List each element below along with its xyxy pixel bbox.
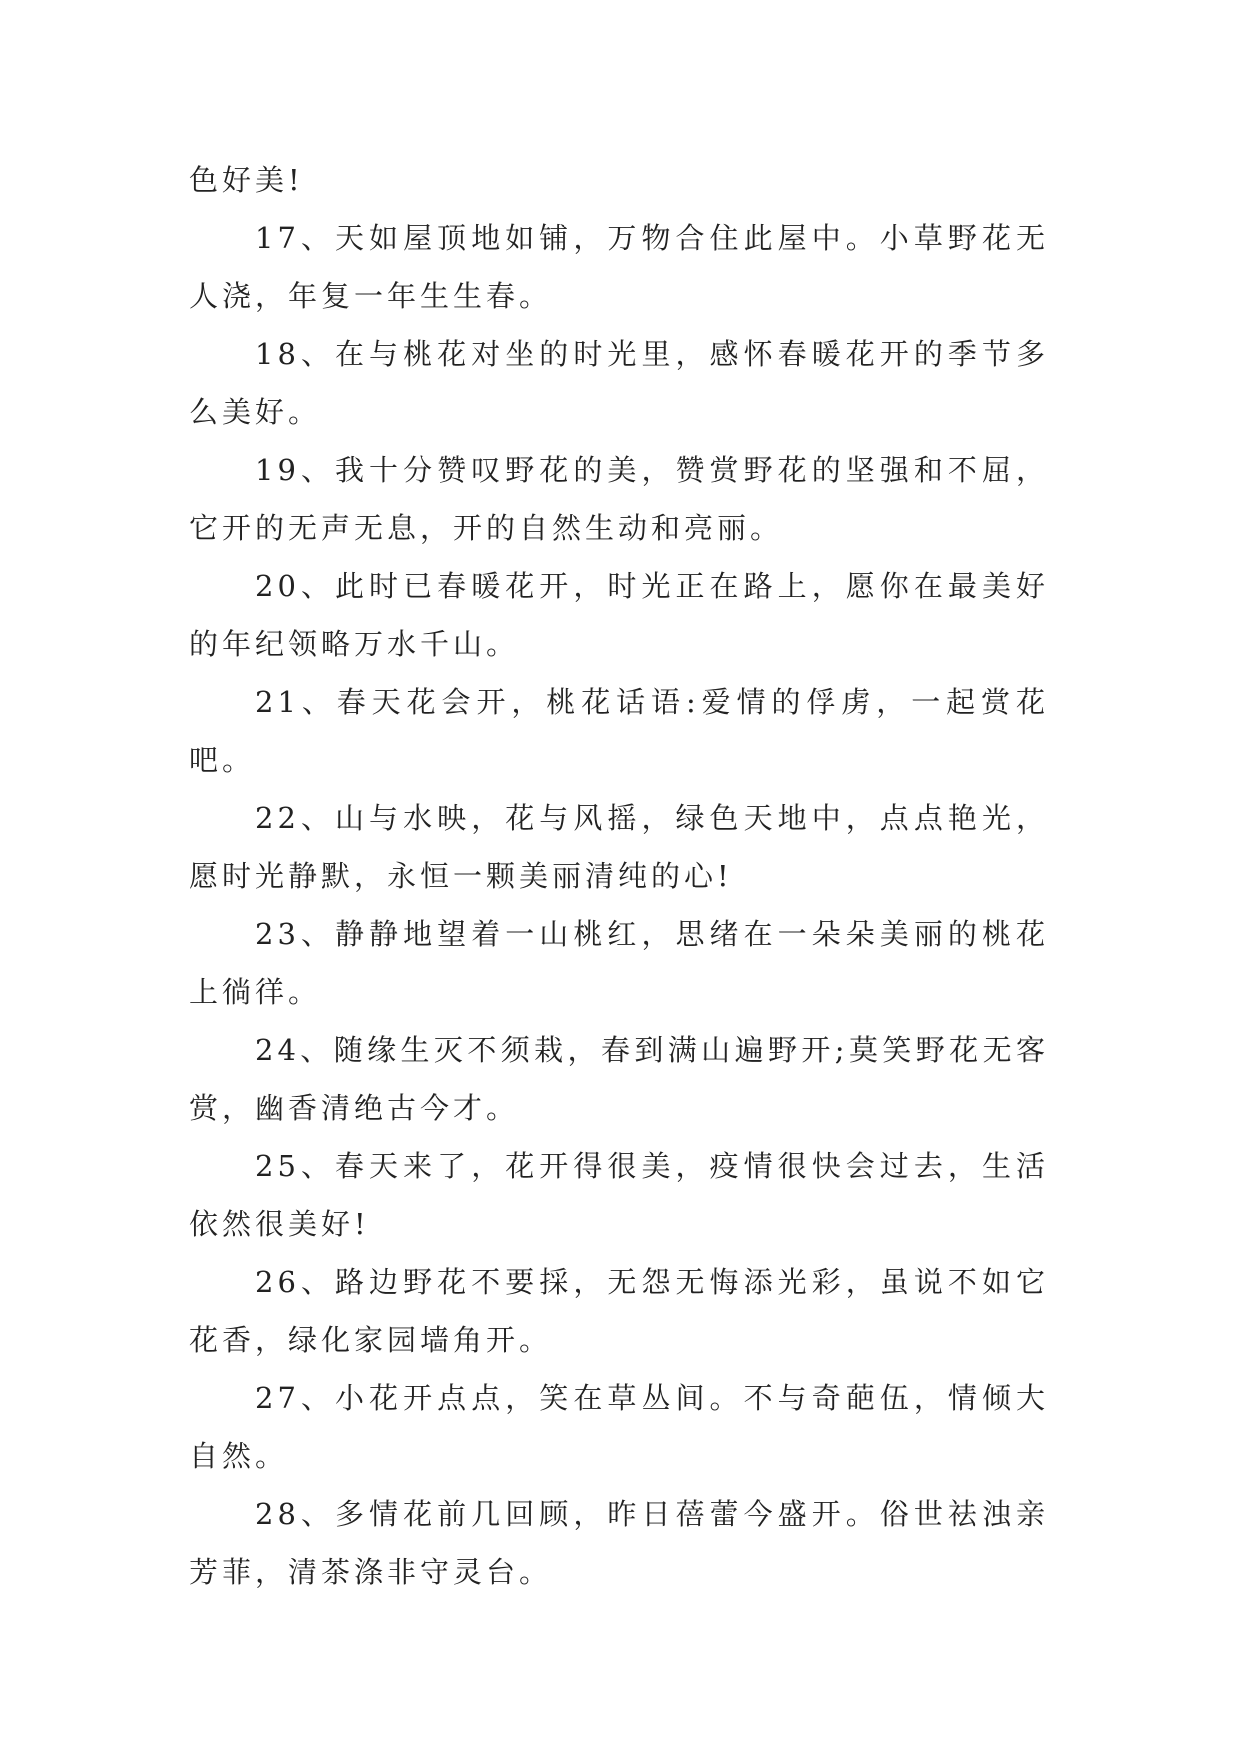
paragraph-item-18: 18、在与桃花对坐的时光里，感怀春暖花开的季节多么美好。 (189, 337, 1049, 429)
paragraph-item-21: 21、春天花会开，桃花话语:爱情的俘虏，一起赏花吧。 (189, 685, 1049, 777)
paragraph-item-22: 22、山与水映，花与风摇，绿色天地中，点点艳光，愿时光静默，永恒一颗美丽清纯的心! (189, 801, 1049, 893)
paragraph-item-19: 19、我十分赞叹野花的美，赞赏野花的坚强和不屈，它开的无声无息，开的自然生动和亮丽。 (189, 453, 1049, 545)
document-body (189, 151, 1049, 1601)
paragraph-item-25: 25、春天来了，花开得很美，疫情很快会过去，生活依然很美好! (189, 1149, 1049, 1241)
paragraph-item-27: 27、小花开点点，笑在草丛间。不与奇葩伍，情倾大自然。 (189, 1381, 1049, 1473)
paragraph-item-20: 20、此时已春暖花开，时光正在路上，愿你在最美好的年纪领略万水千山。 (189, 569, 1049, 661)
paragraph-item-28: 28、多情花前几回顾，昨日蓓蕾今盛开。俗世祛浊亲芳菲，清茶涤非守灵台。 (189, 1497, 1049, 1589)
paragraph-continuation: 色好美! (189, 163, 304, 197)
paragraph-item-23: 23、静静地望着一山桃红，思绪在一朵朵美丽的桃花上徜徉。 (189, 917, 1049, 1009)
paragraph-item-17: 17、天如屋顶地如铺，万物合住此屋中。小草野花无人浇，年复一年生生春。 (189, 221, 1049, 313)
paragraph-item-26: 26、路边野花不要採，无怨无悔添光彩，虽说不如它花香，绿化家园墙角开。 (189, 1265, 1049, 1357)
paragraph-item-24: 24、随缘生灭不须栽，春到满山遍野开;莫笑野花无客赏，幽香清绝古今才。 (189, 1033, 1049, 1125)
